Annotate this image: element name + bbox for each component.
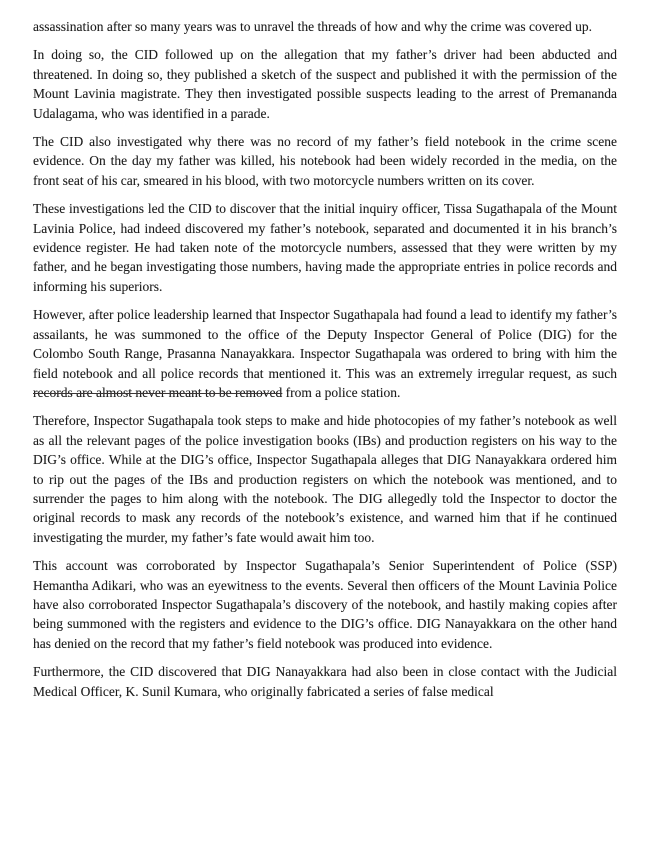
paragraph-2: In doing so, the CID followed up on the allegation that my father’s driver had been abducted and threatened. In doing so, they published a sketch of the suspect and published it with the permission of the Mount Lavinia magistrate. They then investigated possible suspects leading to the arrest of Premananda Udalagama, who was identified in a parade. [33,47,617,121]
paragraph-3: The CID also investigated why there was no record of my father’s field notebook in the crime scene evidence. On the day my father was killed, his notebook had been widely recorded in the media, on the front seat of his car, smeared in his blood, with two motorcycle numbers written on its cover. [33,134,617,188]
paragraph-5-text-after-strike: from a police station. [282,384,401,400]
paragraph-4: These investigations led the CID to discover that the initial inquiry officer, Tissa Sugathapala of the Mount Lavinia Police, had indeed discovered my father’s notebook, separated and documented it in his branch’s evidence register. He had taken note of the motorcycle numbers, assessed that they were written by my father, and he began investigating those numbers, having made the appropriate entries in police records and informing his superiors. [33,201,617,294]
paragraph-5 [33,305,617,402]
paragraph-5-text-before-strike: However, after police leadership learned that Inspector Sugathapala had found a lead to identify my father’s assailants, he was summoned to the office of the Deputy Inspector General of Police (DIG) for the Colombo South Range, Prasanna Nanayakkara. Inspector Sugathapala was ordered to bring with him the field notebook and all police records that mentioned it. This was an extremely irregular request, as such [33,307,617,381]
paragraph-6: Therefore, Inspector Sugathapala took steps to make and hide photocopies of my father’s notebook as well as all the relevant pages of the police investigation books (IBs) and production registers on his way to the DIG’s office. While at the DIG’s office, Inspector Sugathapala alleges that DIG Nanayakkara ordered him to rip out the pages of the IBs and production registers on which the notebook was mentioned, and to surrender the pages to him along with the notebook. The DIG allegedly told the Inspector to doctor the original records to mask any records of the notebook’s existence, and warned him that if he continued investigating the murder, my father’s fate would await him too. [33,413,617,545]
struck-text: records are almost never meant to be removed [33,384,283,400]
paragraph-1: assassination after so many years was to unravel the threads of how and why the crime was covered up. [33,19,592,34]
paragraph-7: This account was corroborated by Inspector Sugathapala’s Senior Superintendent of Police (SSP) Hemantha Adikari, who was an eyewitness to the events. Several then officers of the Mount Lavinia Police have also corroborated Inspector Sugathapala’s discovery of the notebook, and hastily making copies after being summoned with the registers and evidence to the DIG’s office. DIG Nanayakkara on the other hand has denied on the record that my father’s field notebook was produced into evidence. [33,558,617,651]
paragraph-8: Furthermore, the CID discovered that DIG Nanayakkara had also been in close contact with the Judicial Medical Officer, K. Sunil Kumara, who originally fabricated a series of false medical [33,664,617,699]
